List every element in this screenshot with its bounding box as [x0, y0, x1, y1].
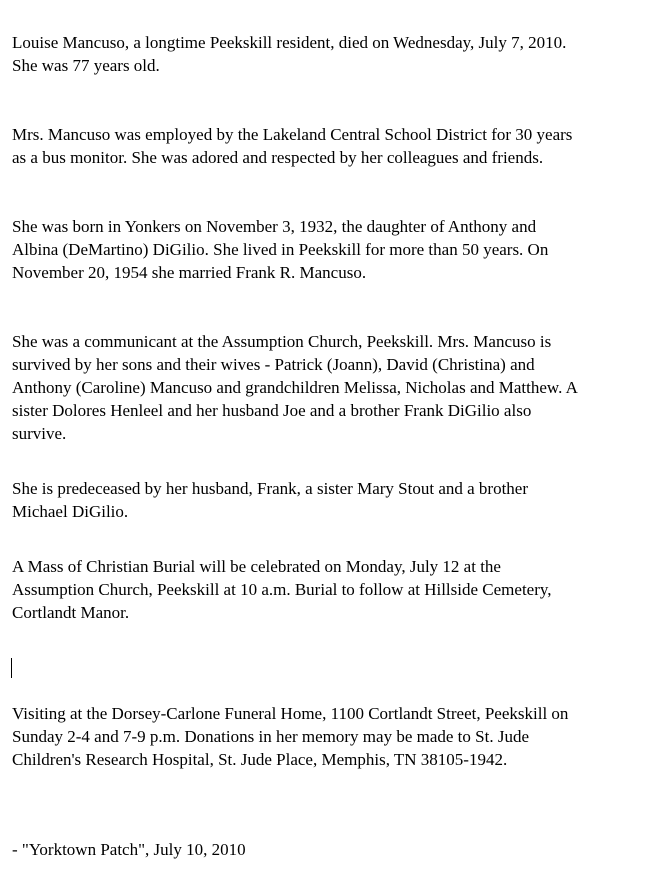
paragraph-source: - "Yorktown Patch", July 10, 2010 — [12, 840, 246, 859]
text-cursor — [11, 658, 12, 678]
paragraph-survivors: She was a communicant at the Assumption Church, Peekskill. Mrs. Mancuso is survived by her sons and their wives - Patrick (Joann), David (Christina) and Anthony (Caroline) Mancuso and grandchildren Melissa, Nicholas and Matthew. A sister Dolores Henleel and her husband Joe and a brother Frank DiGilio also survive. — [12, 332, 578, 443]
paragraph-death-notice: Louise Mancuso, a longtime Peekskill resident, died on Wednesday, July 7, 2010. She was 77 years old. — [12, 33, 567, 75]
paragraph-mass: A Mass of Christian Burial will be celebrated on Monday, July 12 at the Assumption Church, Peekskill at 10 a.m. Burial to follow at Hillside Cemetery, Cortlandt Manor. — [12, 557, 552, 622]
paragraph-visiting: Visiting at the Dorsey-Carlone Funeral Home, 1100 Cortlandt Street, Peekskill on Sunday 2-4 and 7-9 p.m. Donations in her memory may be made to St. Jude Children's Research Hospital, St. Jude Place, Memphis, TN 38105-1942. — [12, 704, 569, 769]
paragraph-birth-marriage: She was born in Yonkers on November 3, 1932, the daughter of Anthony and Albina (DeMartino) DiGilio. She lived in Peekskill for more than 50 years. On November 20, 1954 she married Frank R. Mancuso. — [12, 217, 549, 282]
paragraph-predeceased: She is predeceased by her husband, Frank, a sister Mary Stout and a brother Michael DiGilio. — [12, 479, 529, 521]
document-body[interactable] — [12, 8, 646, 884]
paragraph-employment: Mrs. Mancuso was employed by the Lakeland Central School District for 30 years as a bus monitor. She was adored and respected by her colleagues and friends. — [12, 125, 573, 167]
visiting-block — [12, 656, 646, 815]
